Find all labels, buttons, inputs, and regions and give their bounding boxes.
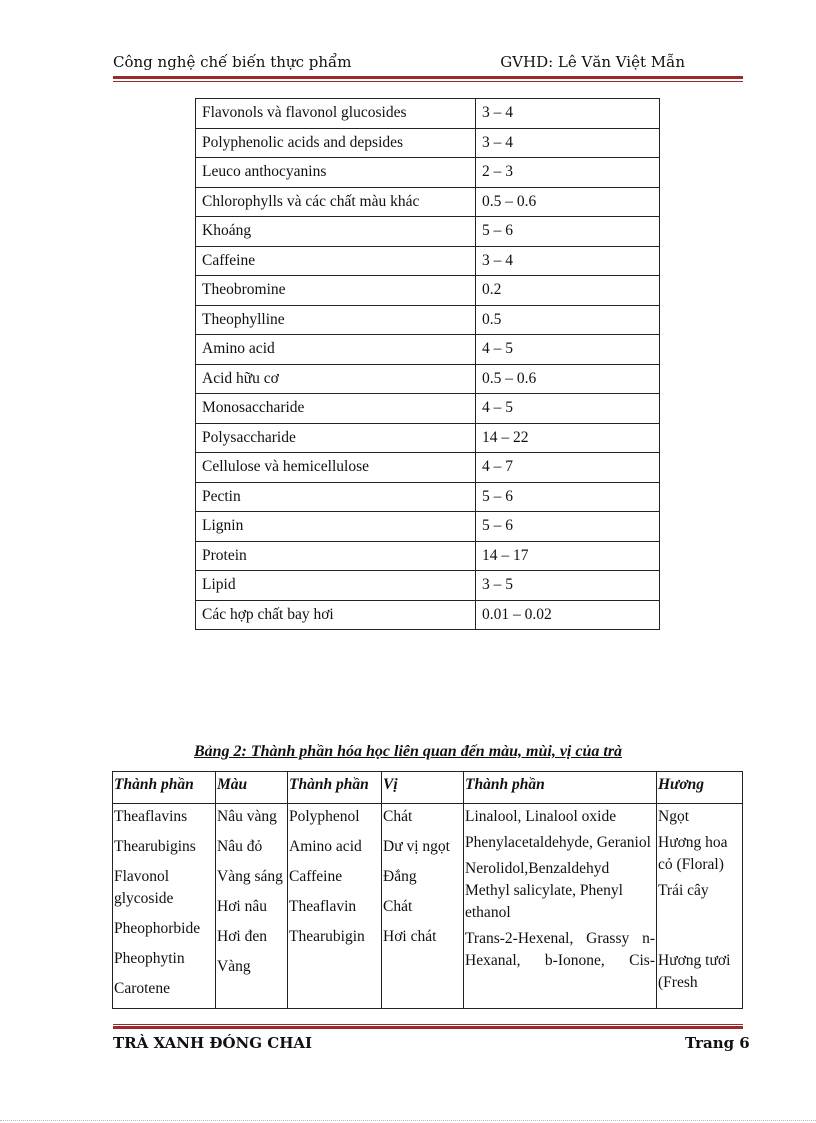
flavor-color-table — [112, 771, 743, 1009]
table-row — [196, 305, 660, 335]
component-percent: 5 – 6 — [476, 217, 660, 247]
color-components-cell — [113, 804, 216, 1009]
component-name: Theobromine — [196, 276, 476, 306]
footer-document-title: TRÀ XANH ĐÓNG CHAI — [113, 1034, 313, 1052]
header-rule — [113, 76, 743, 79]
component-name: Protein — [196, 541, 476, 571]
table-row — [196, 187, 660, 217]
component-percent: 2 – 3 — [476, 158, 660, 188]
table-row — [196, 276, 660, 306]
composition-table — [195, 98, 660, 630]
header-rule-thin — [113, 81, 743, 82]
header-component-aroma: Thành phần — [464, 772, 657, 804]
taste-values-cell — [382, 804, 464, 1009]
component-name: Theophylline — [196, 305, 476, 335]
component-percent: 0.5 – 0.6 — [476, 187, 660, 217]
table-row — [196, 541, 660, 571]
list-item: Theaflavin — [289, 898, 357, 915]
color-values-cell — [216, 804, 288, 1009]
list-item: Polyphenol — [289, 808, 360, 825]
table-row — [196, 482, 660, 512]
component-name: Cellulose và hemicellulose — [196, 453, 476, 483]
component-name: Polyphenolic acids and depsides — [196, 128, 476, 158]
header-component-color: Thành phần — [113, 772, 216, 804]
list-item: Linalool, Linalool oxide — [465, 808, 617, 825]
table-row — [196, 246, 660, 276]
page-edge — [0, 1120, 816, 1122]
list-item: Pheophorbide — [114, 920, 201, 937]
component-percent: 3 – 5 — [476, 571, 660, 601]
header-instructor: GVHD: Lê Văn Việt Mẫn — [500, 53, 685, 71]
component-name: Monosaccharide — [196, 394, 476, 424]
component-percent: 14 – 22 — [476, 423, 660, 453]
table-row — [196, 217, 660, 247]
component-name: Pectin — [196, 482, 476, 512]
component-percent: 0.01 – 0.02 — [476, 600, 660, 630]
table-row — [196, 364, 660, 394]
list-item: Flavonol glycoside — [114, 868, 174, 907]
table2-header-row — [113, 772, 743, 804]
list-item: Thearubigins — [114, 838, 196, 855]
list-item: Phenylacetaldehyde, Geraniol — [465, 834, 651, 851]
table-row — [196, 453, 660, 483]
list-item: Thearubigin — [289, 928, 365, 945]
component-percent: 3 – 4 — [476, 128, 660, 158]
component-name: Amino acid — [196, 335, 476, 365]
header-aroma: Hương — [657, 772, 743, 804]
component-percent: 3 – 4 — [476, 246, 660, 276]
list-item: Hơi chát — [383, 928, 437, 945]
component-name: Lipid — [196, 571, 476, 601]
header-component-taste: Thành phần — [288, 772, 382, 804]
table-row — [196, 128, 660, 158]
list-item: Hơi nâu — [217, 898, 267, 915]
list-item: Dư vị ngọt — [383, 838, 450, 855]
list-item: Hương tươi (Fresh — [658, 952, 731, 991]
list-item: Nâu đỏ — [217, 838, 263, 855]
component-percent: 0.2 — [476, 276, 660, 306]
footer-rule — [113, 1026, 743, 1029]
list-item: Nerolidol,Benzaldehyd Methyl salicylate, Phenyl ethanol — [465, 860, 623, 921]
taste-components-cell — [288, 804, 382, 1009]
list-item: Chát — [383, 808, 413, 825]
page-number: Trang 6 — [685, 1034, 750, 1052]
list-item: Trái cây — [658, 882, 709, 899]
list-item: Trans-2-Hexenal, Grassy n-Hexanal, b-Ionone, Cis- — [465, 930, 655, 969]
list-item: Hương hoa cỏ (Floral) — [658, 834, 728, 873]
table2-caption: Bảng 2: Thành phần hóa học liên quan đến màu, mùi, vị của trà — [193, 743, 623, 760]
table-row — [196, 99, 660, 129]
component-name: Polysaccharide — [196, 423, 476, 453]
component-name: Khoáng — [196, 217, 476, 247]
list-item: Amino acid — [289, 838, 362, 855]
component-percent: 5 – 6 — [476, 512, 660, 542]
table-row — [196, 394, 660, 424]
component-percent: 14 – 17 — [476, 541, 660, 571]
table-row — [196, 158, 660, 188]
component-percent: 4 – 5 — [476, 394, 660, 424]
component-name: Lignin — [196, 512, 476, 542]
aroma-components-cell — [464, 804, 657, 1009]
header-course-title: Công nghệ chế biến thực phẩm — [113, 53, 352, 71]
list-item: Vàng sáng — [217, 868, 283, 885]
component-percent: 0.5 — [476, 305, 660, 335]
list-item: Chát — [383, 898, 413, 915]
component-name: Caffeine — [196, 246, 476, 276]
component-percent: 5 – 6 — [476, 482, 660, 512]
table-row — [196, 512, 660, 542]
table2-body-row — [113, 804, 743, 1009]
table-row — [196, 600, 660, 630]
component-name: Chlorophylls và các chất màu khác — [196, 187, 476, 217]
list-item: Pheophytin — [114, 950, 185, 967]
table-row — [196, 335, 660, 365]
list-item: Vàng — [217, 958, 251, 975]
header-color: Màu — [216, 772, 288, 804]
aroma-values-cell — [657, 804, 743, 1009]
list-item: Hơi đen — [217, 928, 267, 945]
component-name: Leuco anthocyanins — [196, 158, 476, 188]
header-taste: Vị — [382, 772, 464, 804]
component-percent: 0.5 – 0.6 — [476, 364, 660, 394]
list-item: Nâu vàng — [217, 808, 277, 825]
list-item: Ngọt — [658, 808, 689, 825]
component-percent: 4 – 7 — [476, 453, 660, 483]
component-percent: 3 – 4 — [476, 99, 660, 129]
component-name: Acid hữu cơ — [196, 364, 476, 394]
component-name: Các hợp chất bay hơi — [196, 600, 476, 630]
component-name: Flavonols và flavonol glucosides — [196, 99, 476, 129]
footer-rule-thin — [113, 1024, 743, 1025]
table-row — [196, 423, 660, 453]
page-header — [113, 50, 743, 74]
list-item: Đắng — [383, 868, 417, 885]
component-percent: 4 – 5 — [476, 335, 660, 365]
list-item: Theaflavins — [114, 808, 188, 825]
list-item: Carotene — [114, 980, 170, 997]
table-row — [196, 571, 660, 601]
list-item: Caffeine — [289, 868, 343, 885]
